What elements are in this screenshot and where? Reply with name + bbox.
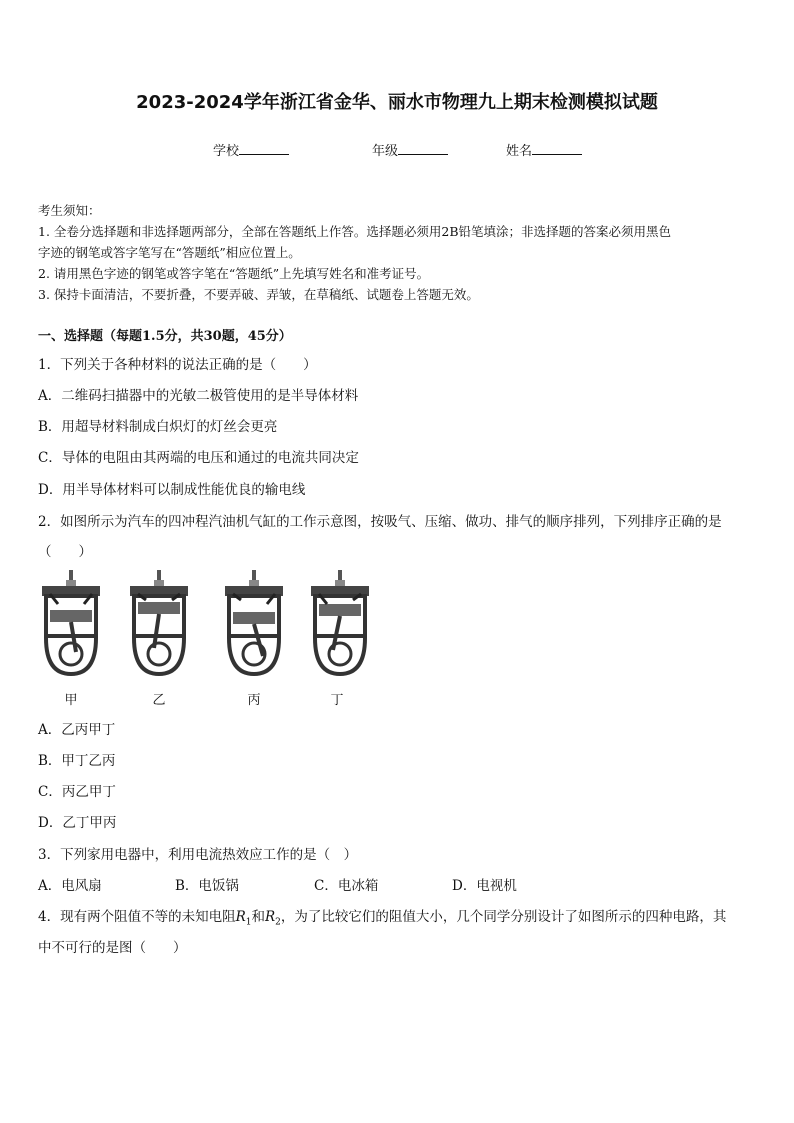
q4-stem-part-a: 4．现有两个阻值不等的未知电阻 <box>38 909 236 925</box>
page-title: 2023-2024学年浙江省金华、丽水市物理九上期末检测模拟试题 <box>136 92 658 113</box>
q4-stem-part-b: ，为了比较它们的阻值大小，几个同学分别设计了如图所示的四种电路，其 <box>280 909 727 925</box>
q4-r1: R <box>235 909 246 925</box>
school-field <box>213 140 289 159</box>
q4-stem <box>38 905 758 928</box>
name-label: 姓名 <box>506 144 533 159</box>
q2-stem-cont: （ ） <box>38 544 92 560</box>
q2-option-d: D．乙丁甲丙 <box>38 815 117 831</box>
q4-r1-sub: 1 <box>245 917 252 928</box>
engine-diagram-ding <box>305 568 375 678</box>
section-heading: 一、选择题（每题1.5分，共30题，45分） <box>38 329 292 344</box>
q4-r2-sub: 2 <box>275 917 281 928</box>
notice-item-3: 3. 保持卡面清洁，不要折叠，不要弄破、弄皱，在草稿纸、试题卷上答题无效。 <box>38 287 479 302</box>
name-field <box>506 140 582 159</box>
q1-option-c: C．导体的电阻由其两端的电压和通过的电流共同决定 <box>38 450 359 466</box>
engine-label-jia: 甲 <box>64 693 78 708</box>
notice-item-1-cont: 字迹的钢笔或答字笔写在“答题纸”相应位置上。 <box>38 245 301 260</box>
q3-stem: 3．下列家用电器中，利用电流热效应工作的是（ ） <box>38 847 358 863</box>
q1-option-d: D．用半导体材料可以制成性能优良的输电线 <box>38 482 306 498</box>
q4-and: 和 <box>251 909 265 925</box>
q2-option-a: A．乙丙甲丁 <box>38 722 116 738</box>
engine-diagram-bing <box>219 568 289 678</box>
grade-blank <box>398 142 448 155</box>
school-blank <box>239 142 289 155</box>
notice-heading: 考生须知： <box>38 203 101 218</box>
engine-diagram-yi <box>124 568 194 678</box>
grade-label: 年级 <box>372 144 399 159</box>
grade-field <box>372 140 448 159</box>
school-label: 学校 <box>213 144 240 159</box>
engine-label-ding: 丁 <box>330 693 344 708</box>
q1-option-a: A．二维码扫描器中的光敏二极管使用的是半导体材料 <box>38 388 359 404</box>
q3-option-c: C．电冰箱 <box>314 878 379 894</box>
q4-r2: R <box>265 909 276 925</box>
q2-option-b: B．甲丁乙丙 <box>38 753 116 769</box>
q3-option-b: B．电饭锅 <box>175 878 239 894</box>
q3-option-a: A．电风扇 <box>38 878 102 894</box>
name-blank <box>532 142 582 155</box>
engine-diagram-jia <box>36 568 106 678</box>
q1-stem: 1．下列关于各种材料的说法正确的是（ ） <box>38 357 317 373</box>
notice-item-2: 2. 请用黑色字迹的钢笔或答字笔在“答题纸”上先填写姓名和准考证号。 <box>38 266 430 281</box>
q2-option-c: C．丙乙甲丁 <box>38 784 116 800</box>
q4-stem-cont: 中不可行的是图（ ） <box>38 940 187 956</box>
engine-label-bing: 丙 <box>247 693 261 708</box>
engine-label-yi: 乙 <box>152 693 166 708</box>
notice-item-1: 1. 全卷分选择题和非选择题两部分，全部在答题纸上作答。选择题必须用2B铅笔填涂；非选择题的答案必须用黑色 <box>38 224 672 239</box>
q2-stem: 2．如图所示为汽车的四冲程汽油机气缸的工作示意图，按吸气、压缩、做功、排气的顺序排列，下列排序正确的是 <box>38 514 722 530</box>
q1-option-b: B．用超导材料制成白炽灯的灯丝会更亮 <box>38 419 278 435</box>
q3-option-d: D．电视机 <box>452 878 517 894</box>
